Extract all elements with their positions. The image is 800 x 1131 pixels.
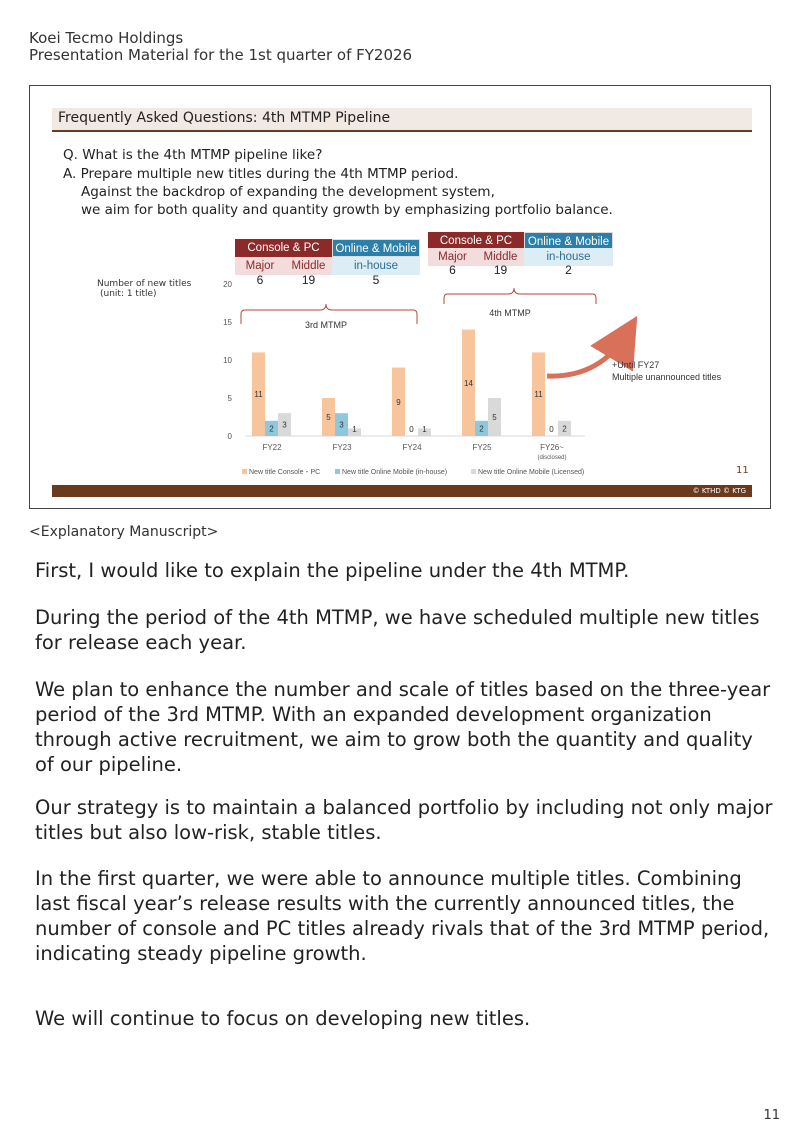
manuscript-paragraph-3: We plan to enhance the number and scale of titles based on the three-year period of the 3rd MTMP. With an expanded development organization through active recruitment, we aim to grow both the quantity and quality of our pipeline. — [35, 678, 771, 776]
table3-major-header: Major — [235, 257, 285, 275]
company-name: Koei Tecmo Holdings — [29, 29, 184, 47]
data-label-FY26~-series-0: 11 — [534, 390, 543, 400]
manuscript-paragraph-5: In the first quarter, we were able to announce multiple titles. Combining last fiscal year’s release results with the currently announced titles, the number of console and PC titles already rivals that of the 3rd MTMP period, indicating steady pipeline growth. — [35, 867, 770, 965]
data-label-FY26~-series-2: 2 — [562, 424, 567, 434]
table3-console-pc-header: Console & PC — [235, 239, 332, 257]
x-tick-label-0: FY22 — [262, 443, 282, 452]
y-tick-label-2: 10 — [223, 356, 232, 365]
y-tick-label-1: 5 — [227, 394, 232, 403]
question-text: Q. What is the 4th MTMP pipeline like? — [63, 147, 323, 163]
table3-middle-value: 19 — [301, 273, 316, 287]
data-label-FY24-series-1: 0 — [409, 425, 414, 434]
slide-frame — [29, 85, 771, 509]
table4-middle-value: 19 — [493, 263, 508, 277]
section-title: Frequently Asked Questions: 4th MTMP Pipeline — [58, 110, 391, 126]
y-tick-label-3: 15 — [223, 318, 232, 327]
data-label-FY22-series-0: 11 — [254, 390, 263, 400]
legend-swatch-2 — [471, 469, 476, 474]
bracket-4th-label: 4th MTMP — [489, 308, 531, 318]
manuscript-paragraph-2: During the period of the 4th MTMP, we have scheduled multiple new titles for release each year. — [35, 606, 760, 654]
copyright-text: © KTHD © KTG — [692, 487, 746, 495]
legend-label-2: New title Online Mobile (Licensed) — [478, 469, 585, 476]
legend-label-0: New title Console・PC — [249, 469, 321, 476]
legend-swatch-0 — [242, 469, 247, 474]
data-label-FY23-series-2: 1 — [352, 425, 357, 434]
table4-online-mobile-header: Online & Mobile — [524, 232, 613, 250]
annotation-line-1: +Until FY27 — [612, 360, 660, 370]
x-tick-label-3: FY25 — [472, 443, 492, 452]
y-tick-label-0: 0 — [227, 432, 232, 441]
x-tick-label-2: FY24 — [402, 443, 422, 452]
data-label-FY22-series-1: 2 — [269, 424, 274, 434]
table4-middle-header: Middle — [477, 248, 524, 266]
data-label-FY24-series-2: 1 — [422, 425, 427, 434]
manuscript-paragraph-1: First, I would like to explain the pipeline under the 4th MTMP. — [35, 559, 630, 582]
data-label-FY25-series-2: 5 — [492, 413, 497, 422]
slide-footer-bar — [52, 485, 752, 497]
data-label-FY22-series-2: 3 — [282, 420, 287, 430]
manuscript-paragraph-4: Our strategy is to maintain a balanced portfolio by including not only major titles but also low-risk, stable titles. — [35, 796, 773, 844]
table4-inhouse-header: in-house — [524, 248, 613, 266]
table3-inhouse-value: 5 — [372, 273, 380, 287]
y-axis-label: Number of new titles — [97, 279, 192, 289]
table3-online-mobile-header: Online & Mobile — [332, 239, 420, 257]
answer-line-2: Against the backdrop of expanding the development system, — [81, 184, 495, 200]
legend-swatch-1 — [335, 469, 340, 474]
table4-major-value: 6 — [449, 263, 456, 277]
table4-console-pc-header: Console & PC — [428, 232, 524, 250]
table4-inhouse-value: 2 — [565, 263, 572, 277]
x-tick-label-4: FY26~ — [540, 443, 564, 452]
legend-label-1: New title Online Mobile (in-house) — [342, 469, 448, 476]
data-label-FY24-series-0: 9 — [396, 397, 401, 407]
data-label-FY26~-series-1: 0 — [549, 425, 554, 434]
slide-page-number: 11 — [736, 465, 749, 476]
table3-major-value: 6 — [256, 273, 264, 287]
data-label-FY23-series-1: 3 — [339, 420, 344, 430]
x-tick-sublabel-4: (disclosed) — [537, 455, 567, 461]
manuscript-label: <Explanatory Manuscript> — [29, 524, 219, 540]
table3-middle-header: Middle — [285, 257, 332, 275]
bracket-3rd-label: 3rd MTMP — [304, 320, 348, 330]
table3-inhouse-header: in-house — [332, 257, 420, 275]
annotation-line-2: Multiple unannounced titles — [612, 372, 722, 382]
manuscript-paragraph-6: We will continue to focus on developing new titles. — [35, 1007, 531, 1030]
table4-major-header: Major — [428, 248, 477, 266]
y-tick-label-4: 20 — [223, 280, 232, 289]
answer-line-1: A. Prepare multiple new titles during the 4th MTMP period. — [63, 166, 459, 182]
data-label-FY25-series-1: 2 — [479, 424, 484, 434]
y-axis-unit-label: (unit: 1 title) — [100, 289, 157, 299]
bracket-4th-mtmp — [444, 288, 596, 304]
data-label-FY23-series-0: 5 — [326, 413, 331, 422]
data-label-FY25-series-0: 14 — [464, 378, 473, 388]
answer-line-3: we aim for both quality and quantity growth by emphasizing portfolio balance. — [81, 202, 613, 218]
page-number: 11 — [763, 1108, 780, 1123]
pipeline-bar-chart — [30, 86, 772, 510]
document-subtitle: Presentation Material for the 1st quarter of FY2026 — [29, 46, 413, 64]
x-tick-label-1: FY23 — [332, 443, 352, 452]
